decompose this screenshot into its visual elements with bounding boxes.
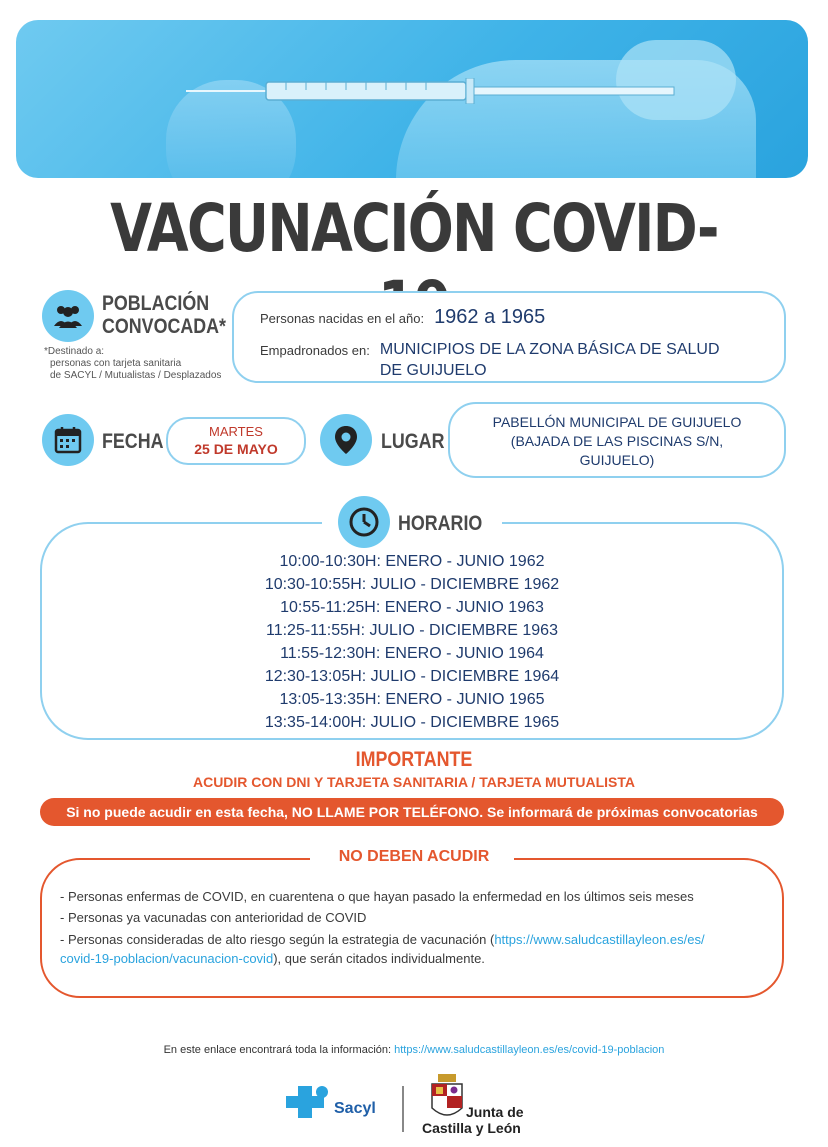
no-deben-box xyxy=(40,858,784,998)
born-label: Personas nacidas en el año: xyxy=(260,311,425,326)
fecha-date: 25 DE MAYO xyxy=(194,441,278,457)
registered-value xyxy=(380,339,720,381)
page-title: VACUNACIÓN COVID- xyxy=(110,190,718,267)
footer-divider xyxy=(402,1086,404,1132)
horario-slot: 10:55-11:25H: ENERO - JUNIO 1963 xyxy=(280,599,544,616)
born-value: 1962 a 1965 xyxy=(434,306,546,328)
horario-box xyxy=(40,522,784,740)
hero-vaccine-image xyxy=(16,20,808,178)
calendar-icon xyxy=(42,414,94,466)
horario-slot: 13:35-14:00H: JULIO - DICIEMBRE 1965 xyxy=(264,714,560,731)
registered-label: Empadronados en: xyxy=(260,343,370,358)
sacyl-label: Sacyl xyxy=(334,1100,376,1117)
importante-notice: Si no puede acudir en esta fecha, NO LLAME POR TELÉFONO. Se informará de próximas convocatorias xyxy=(40,798,784,826)
horario-slot: 11:55-12:30H: ENERO - JUNIO 1964 xyxy=(280,645,544,662)
horario-slot: 11:25-11:55H: JULIO - DICIEMBRE 1963 xyxy=(266,622,558,639)
footer-info-text: En este enlace encontrará toda la información: xyxy=(163,1044,395,1056)
footer-info xyxy=(0,1044,828,1056)
fecha-box xyxy=(166,417,306,465)
junta-label-2: Castilla y León xyxy=(422,1120,521,1136)
note-line2: personas con tarjeta sanitaria xyxy=(50,358,182,369)
no-deben-item: - Personas enfermas de COVID, en cuarentena o que hayan pasado la enfermedad en los últimos seis meses xyxy=(60,889,694,904)
lugar-heading: LUGAR xyxy=(381,430,445,453)
importante-heading: IMPORTANTE xyxy=(355,748,473,771)
poblacion-heading-line1: POBLACIÓN xyxy=(102,292,210,315)
vacunacion-link[interactable]: https://www.saludcastillayleon.es/es/ xyxy=(494,932,705,947)
note-line3: de SACYL / Mutualistas / Desplazados xyxy=(50,370,222,381)
horario-slot: 10:00-10:30H: ENERO - JUNIO 1962 xyxy=(279,553,545,570)
fecha-day: MARTES xyxy=(209,424,263,439)
lugar-line2: (BAJADA DE LAS PISCINAS S/N, xyxy=(510,433,724,449)
junta-line1: Junta de xyxy=(466,1104,524,1120)
no-deben-item xyxy=(60,930,780,968)
fecha-heading: FECHA xyxy=(102,430,164,453)
lugar-box xyxy=(448,402,786,478)
poblacion-heading-line2: CONVOCADA* xyxy=(102,315,226,338)
horario-slot: 13:05-13:35H: ENERO - JUNIO 1965 xyxy=(279,691,545,708)
sacyl-logo xyxy=(284,1082,332,1127)
sacyl-cross-icon xyxy=(284,1082,332,1122)
importante-subheading: ACUDIR CON DNI Y TARJETA SANITARIA / TARJETA MUTUALISTA xyxy=(192,774,636,790)
note-line1: *Destinado a: xyxy=(44,346,105,357)
footer-info-link[interactable]: https://www.saludcastillayleon.es/es/covid-19-poblacion xyxy=(394,1044,665,1056)
no-deben-item3-tail: ), que serán citados individualmente. xyxy=(273,951,485,966)
no-deben-item3-text: - Personas consideradas de alto riesgo según la estrategia de vacunación ( xyxy=(60,932,495,947)
people-icon xyxy=(42,290,94,342)
horario-slot: 12:30-13:05H: JULIO - DICIEMBRE 1964 xyxy=(264,668,560,685)
lugar-line3: GUIJUELO) xyxy=(579,452,655,468)
horario-slot: 10:30-10:55H: JULIO - DICIEMBRE 1962 xyxy=(264,576,560,593)
junta-label xyxy=(466,1104,524,1120)
no-deben-heading: NO DEBEN ACUDIR xyxy=(338,848,490,865)
clock-icon xyxy=(338,496,390,548)
vacunacion-link-cont[interactable]: covid-19-poblacion/vacunacion-covid xyxy=(60,951,274,966)
poblacion-heading xyxy=(102,292,226,338)
poblacion-note xyxy=(44,346,221,382)
poblacion-box xyxy=(232,291,786,383)
syringe-icon xyxy=(186,78,686,104)
registered-value-line2: DE GUIJUELO xyxy=(379,362,487,379)
no-deben-item: - Personas ya vacunadas con anterioridad de COVID xyxy=(60,910,367,925)
horario-heading: HORARIO xyxy=(398,512,483,535)
registered-value-line1: MUNICIPIOS DE LA ZONA BÁSICA DE SALUD xyxy=(379,341,720,358)
lugar-line1: PABELLÓN MUNICIPAL DE GUIJUELO xyxy=(492,414,742,430)
location-pin-icon xyxy=(320,414,372,466)
horario-list xyxy=(42,550,782,734)
